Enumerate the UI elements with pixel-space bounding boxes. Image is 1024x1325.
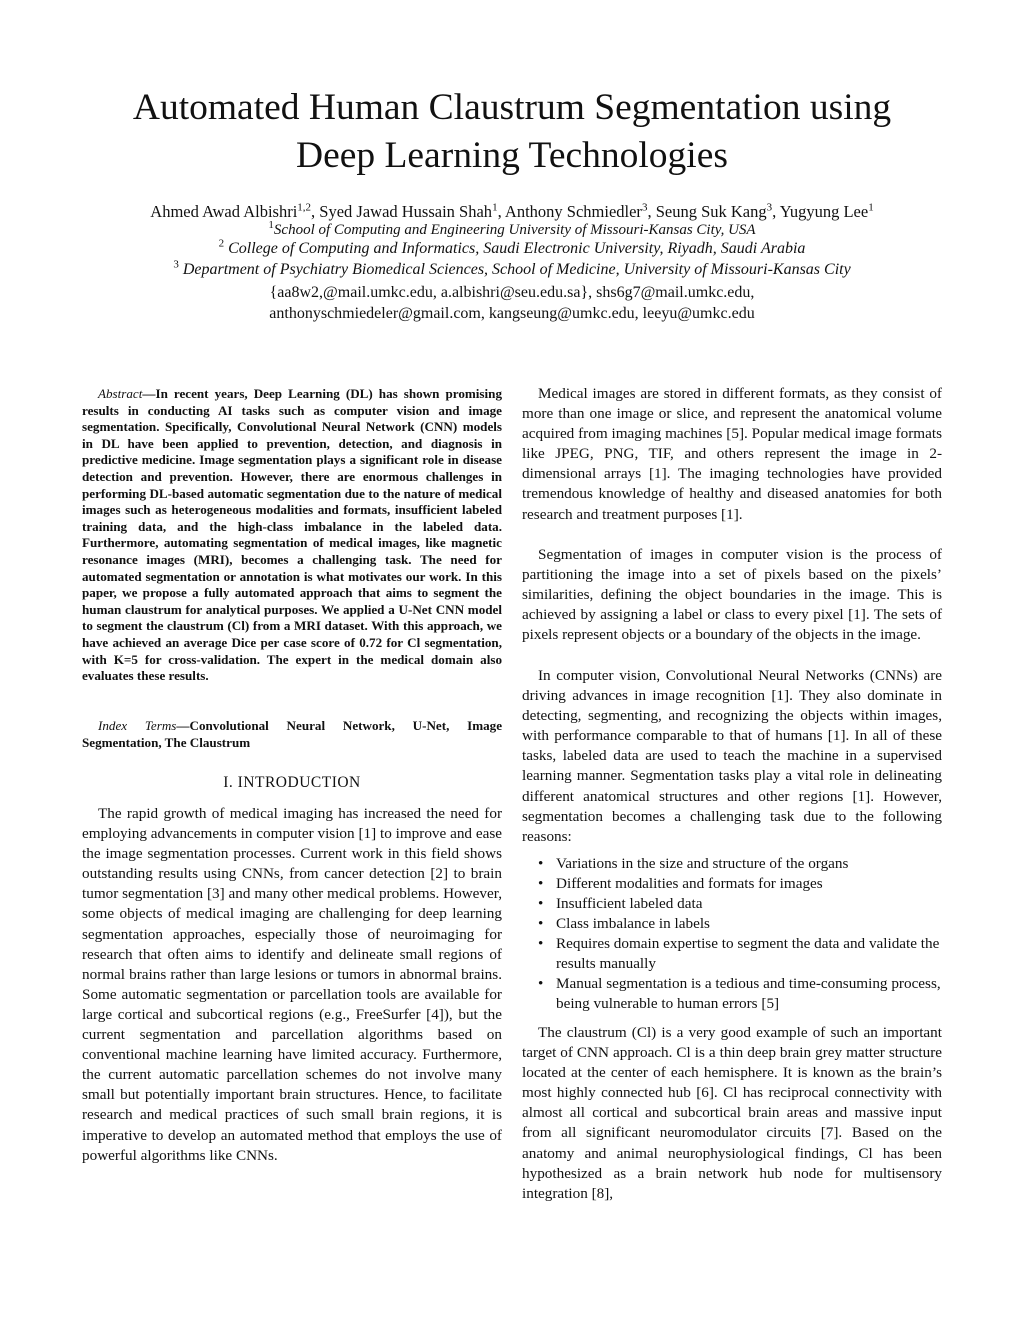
affiliation-sup: 1 xyxy=(268,219,274,231)
author-name: Yugyung Lee xyxy=(779,202,869,221)
bullet: • xyxy=(538,935,544,952)
list-item-text: Different modalities and formats for images xyxy=(556,875,823,892)
bullet: • xyxy=(538,895,544,912)
intro-paragraph: The rapid growth of medical imaging has increased the need for employing advancements in computer vision [1] to improve and ease the image segmentation processes. Current work in this field shows outstanding results using CNNs, from cancer detection [2] to brain tumor segmentation [3] and many other medical problems. However, some objects of medical imaging are challenging for deep learning segmentation approaches, especially those of neuroimaging for research that often aims to identify and delineate small regions of normal brains rather than large lesions or tumors in abnormal brains. Some automatic segmentation or parcellation tools are available for large cortical and subcortical regions (e.g., FreeSurfer [4]), but the current segmentation and parcellation algorithms based on conventional machine learning have limited accuracy. Furthermore, the current automatic parcellation schemes do not involve many small but potentially important brain structures. Hence, to facilitate research and medical practices of such small brain regions, it is imperative to develop an automated method that employs the use of powerful algorithms like CNNs. xyxy=(82,805,502,1164)
paper-title xyxy=(60,84,964,180)
affiliation-2 xyxy=(40,239,984,259)
list-item xyxy=(538,874,942,894)
author-sup: 1 xyxy=(868,201,874,214)
title-line-2: Deep Learning Technologies xyxy=(296,135,728,176)
abstract-text: —In recent years, Deep Learning (DL) has shown promising results in conducting AI tasks such as computer vision and image segmentation. Specifically, Convolutional Neural Network (CNN) models in DL have been applied to prevention, detection, and diagnosis in predictive medicine. Image segmentation plays a significant role in disease detection and prevention. However, there are enormous challenges in performing DL-based automatic segmentation due to the nature of medical images such as heterogeneous modalities and formats, insufficient labeled training data, and the high-class imbalance in the labeled data. Furthermore, automating segmentation of medical images, like magnetic resonance images (MRI), becomes a challenging task. The need for automated segmentation or annotation is what motivates our work. In this paper, we propose a fully automated approach that aims to segment the human claustrum for analytical purposes. We applied a U-Net CNN model to segment the claustrum (Cl) from a MRI dataset. With this approach, we have achieved an average Dice per case score of 0.72 for Cl segmentation, with K=5 for cross-validation. The expert in the medical domain also evaluates these results. xyxy=(82,386,502,684)
bullet: • xyxy=(538,875,544,892)
list-item-text: Insufficient labeled data xyxy=(556,895,703,912)
affiliation-1 xyxy=(40,220,984,240)
index-terms xyxy=(82,718,502,751)
challenges-list xyxy=(538,854,942,1014)
affiliation-text: Department of Psychiatry Biomedical Sciences, School of Medicine, University of Missouri-Kansas City xyxy=(182,261,851,278)
affiliation-text: School of Computing and Engineering University of Missouri-Kansas City, USA xyxy=(273,222,756,238)
email-line-2: anthonyschmiedeler@gmail.com, kangseung@umkc.edu, leeyu@umkc.edu xyxy=(269,305,755,322)
author-name: Ahmed Awad Albishri xyxy=(150,202,298,221)
section-heading: I. INTRODUCTION xyxy=(223,774,361,791)
list-item xyxy=(538,854,942,874)
author-sup: 1,2 xyxy=(297,201,312,214)
bullet: • xyxy=(538,975,544,992)
email-line-1: {aa8w2,@mail.umkc.edu, a.albishri@seu.edu.sa}, shs6g7@mail.umkc.edu, xyxy=(269,284,755,301)
affiliation-text: College of Computing and Informatics, Saudi Electronic University, Riyadh, Saudi Arabia xyxy=(228,240,806,257)
affiliation-sup: 2 xyxy=(218,237,225,250)
list-item xyxy=(538,894,942,914)
bullet: • xyxy=(538,915,544,932)
right-paragraph-3: In computer vision, Convolutional Neural Networks (CNNs) are driving advances in image recognition [1]. They also dominate in detecting, segmenting, and recognizing the objects within images, with performance comparable to that of humans [1]. In all of these tasks, labeled data are used to teach the machine in a supervised learning manner. Segmentation tasks play a vital role in delineating different anatomical structures and other regions [1]. However, segmentation becomes a challenging task due to the following reasons: xyxy=(522,667,942,845)
right-paragraph-1: Medical images are stored in different formats, as they consist of more than one image or slice, and represent the anatomical volume acquired from imaging machines [5]. Popular medical image formats like JPEG, PNG, TIF, and others represent the image in 2-dimensional arrays [1]. The imaging technologies have provided tremendous knowledge of healthy and diseased anatomies for both research and treatment purposes [1]. xyxy=(522,385,942,523)
abstract xyxy=(82,386,502,685)
affiliation-sup: 3 xyxy=(173,258,179,271)
author-sup: 3 xyxy=(766,201,773,214)
list-item xyxy=(538,974,942,1014)
author-sup: 3 xyxy=(641,201,648,214)
right-paragraph-2: Segmentation of images in computer vision is the process of partitioning the image into a set of pixels based on the pixels’ similarities, defining the object boundaries in the image. This is achieved by assigning a label or class to every pixel [1]. The sets of pixels represent objects or a boundary of the objects in the image. xyxy=(522,546,942,644)
abstract-label: Abstract xyxy=(98,386,143,401)
author-name: Syed Jawad Hussain Shah xyxy=(319,202,493,221)
affiliation-3 xyxy=(40,260,984,280)
list-item xyxy=(538,914,942,934)
list-item-text: Class imbalance in labels xyxy=(556,915,710,932)
author-list: Ahmed Awad Albishri$^{1,2}$, Syed Jawad Hussain Shah$^1$, Anthony Schmiedler$^3$, Seung Suk Kang$^3$, Yugyung Lee$^1$ xyxy=(150,201,874,221)
author-sup: 1 xyxy=(492,201,498,214)
index-terms-text: —Convolutional Neural Network, U-Net, Image Segmentation, The Claustrum xyxy=(82,718,503,750)
list-item-text: Manual segmentation is a tedious and time-consuming process, being vulnerable to human errors [5] xyxy=(556,975,941,1012)
index-terms-label: Index Terms xyxy=(98,718,177,733)
author-name: Seung Suk Kang xyxy=(655,202,767,221)
bullet: • xyxy=(538,855,544,872)
list-item xyxy=(538,934,942,974)
title-line-1: Automated Human Claustrum Segmentation using xyxy=(132,87,892,128)
right-paragraph-4: The claustrum (Cl) is a very good example of such an important target of CNN approach. Cl is a thin deep brain grey matter structure located at the center of each hemisphere. It is known as the brain’s most highly connected hub [6]. Cl has reciprocal connectivity with almost all cortical and subcortical brain areas and massive input from all significant neuromodulator circuits [7]. Based on the anatomy and animal neurophysiological findings, Cl has been hypothesized as a brain network hub node for multisensory integration [8], xyxy=(522,1024,942,1202)
author-name: Anthony Schmiedler xyxy=(504,202,642,221)
list-item-text: Variations in the size and structure of the organs xyxy=(556,855,849,872)
list-item-text: Requires domain expertise to segment the data and validate the results manually xyxy=(556,935,940,972)
